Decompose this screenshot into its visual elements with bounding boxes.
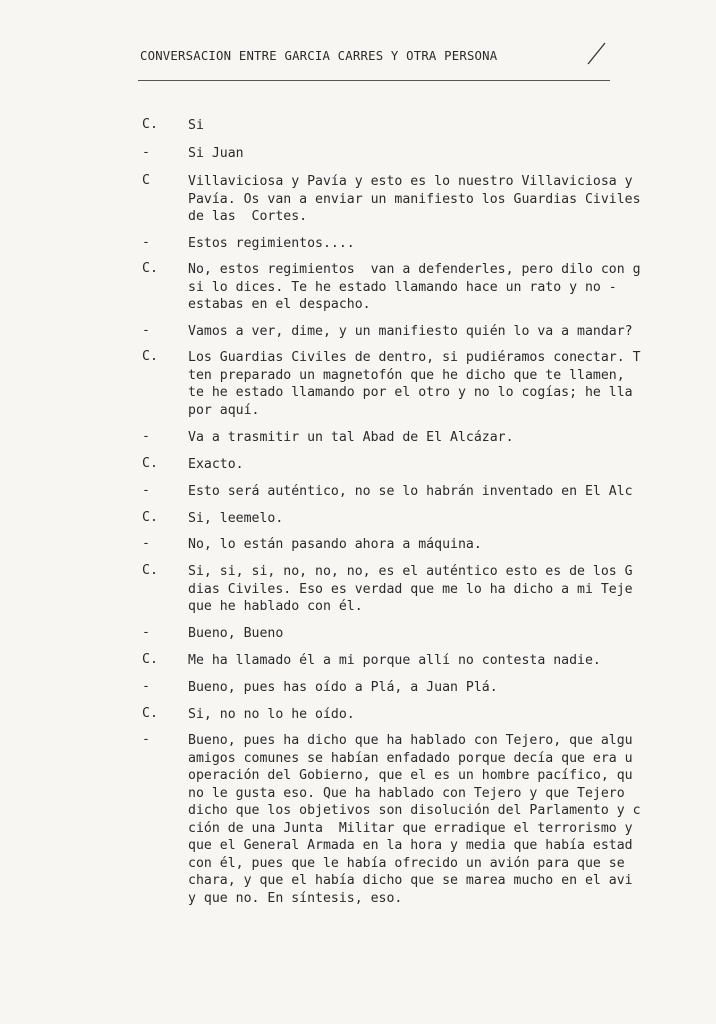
speaker-marker: - [142, 536, 150, 551]
dialogue-text: No, lo están pasando ahora a máquina. [188, 537, 482, 552]
dialogue-text: Villaviciosa y Pavía y esto es lo nuestro Villaviciosa y Pavía. Os van a enviar un manifiesto los Guardias Civiles de las Cortes. [188, 174, 641, 224]
speaker-marker: C. [142, 117, 158, 132]
dialogue-text: Si [188, 118, 204, 133]
speaker-marker: - [142, 323, 150, 338]
speaker-marker: - [142, 145, 150, 160]
speaker-marker: C. [142, 563, 158, 578]
document-title: CONVERSACION ENTRE GARCIA CARRES Y OTRA PERSONA [140, 49, 498, 63]
title-underline [138, 80, 610, 81]
dialogue-text: Si, leemelo. [188, 511, 284, 526]
dialogue-text: Me ha llamado él a mi porque allí no contesta nadie. [188, 653, 601, 668]
speaker-marker: C [142, 173, 150, 188]
speaker-marker: C. [142, 349, 158, 364]
dialogue-text: Si, no no lo he oído. [188, 707, 355, 722]
dialogue-text: Si Juan [188, 146, 244, 161]
dialogue-text: Bueno, pues ha dicho que ha hablado con Tejero, que algu amigos comunes se habían enfadado porque decía que era u operación del Gobierno, que el es un hombre pacífico, qu no le gusta eso. Que ha hablado con Tejero y que Tejero dicho que los objetivos son disolución del Parlamento y c ción de una Junta Militar que erradique el terrorismo y que el General Armada en la hora y media que había estad con él, pues que le había ofrecido un avión para que se chara, y que el había dicho que se marea mucho en el avi y que no. En síntesis, eso. [188, 733, 641, 906]
dialogue-text: Vamos a ver, dime, y un manifiesto quién lo va a mandar? [188, 324, 633, 339]
speaker-marker: C. [142, 510, 158, 525]
dialogue-text: Si, si, si, no, no, no, es el auténtico esto es de los G dias Civiles. Eso es verdad que me lo ha dicho a mi Teje que he hablado con él. [188, 564, 633, 614]
speaker-marker: C. [142, 261, 158, 276]
dialogue-text: Bueno, pues has oído a Plá, a Juan Plá. [188, 680, 498, 695]
handwritten-check-mark [586, 40, 608, 66]
dialogue-text: No, estos regimientos van a defenderles, pero dilo con g si lo dices. Te he estado llamando hace un rato y no - estabas en el despacho. [188, 262, 641, 312]
dialogue-text: Los Guardias Civiles de dentro, si pudiéramos conectar. T ten preparado un magnetofón que he dicho que te llamen, te he estado llamando por el otro y no lo cogías; he lla por aquí. [188, 350, 641, 418]
speaker-marker: - [142, 625, 150, 640]
dialogue-text: Va a trasmitir un tal Abad de El Alcázar. [188, 430, 514, 445]
speaker-marker: - [142, 429, 150, 444]
speaker-marker: - [142, 732, 150, 747]
speaker-marker: - [142, 235, 150, 250]
dialogue-text: Esto será auténtico, no se lo habrán inventado en El Alc [188, 484, 633, 499]
speaker-marker: - [142, 483, 150, 498]
speaker-marker: - [142, 679, 150, 694]
speaker-marker: C. [142, 456, 158, 471]
dialogue-text: Exacto. [188, 457, 244, 472]
dialogue-text: Estos regimientos.... [188, 236, 355, 251]
speaker-marker: C. [142, 706, 158, 721]
dialogue-text: Bueno, Bueno [188, 626, 284, 641]
speaker-marker: C. [142, 652, 158, 667]
